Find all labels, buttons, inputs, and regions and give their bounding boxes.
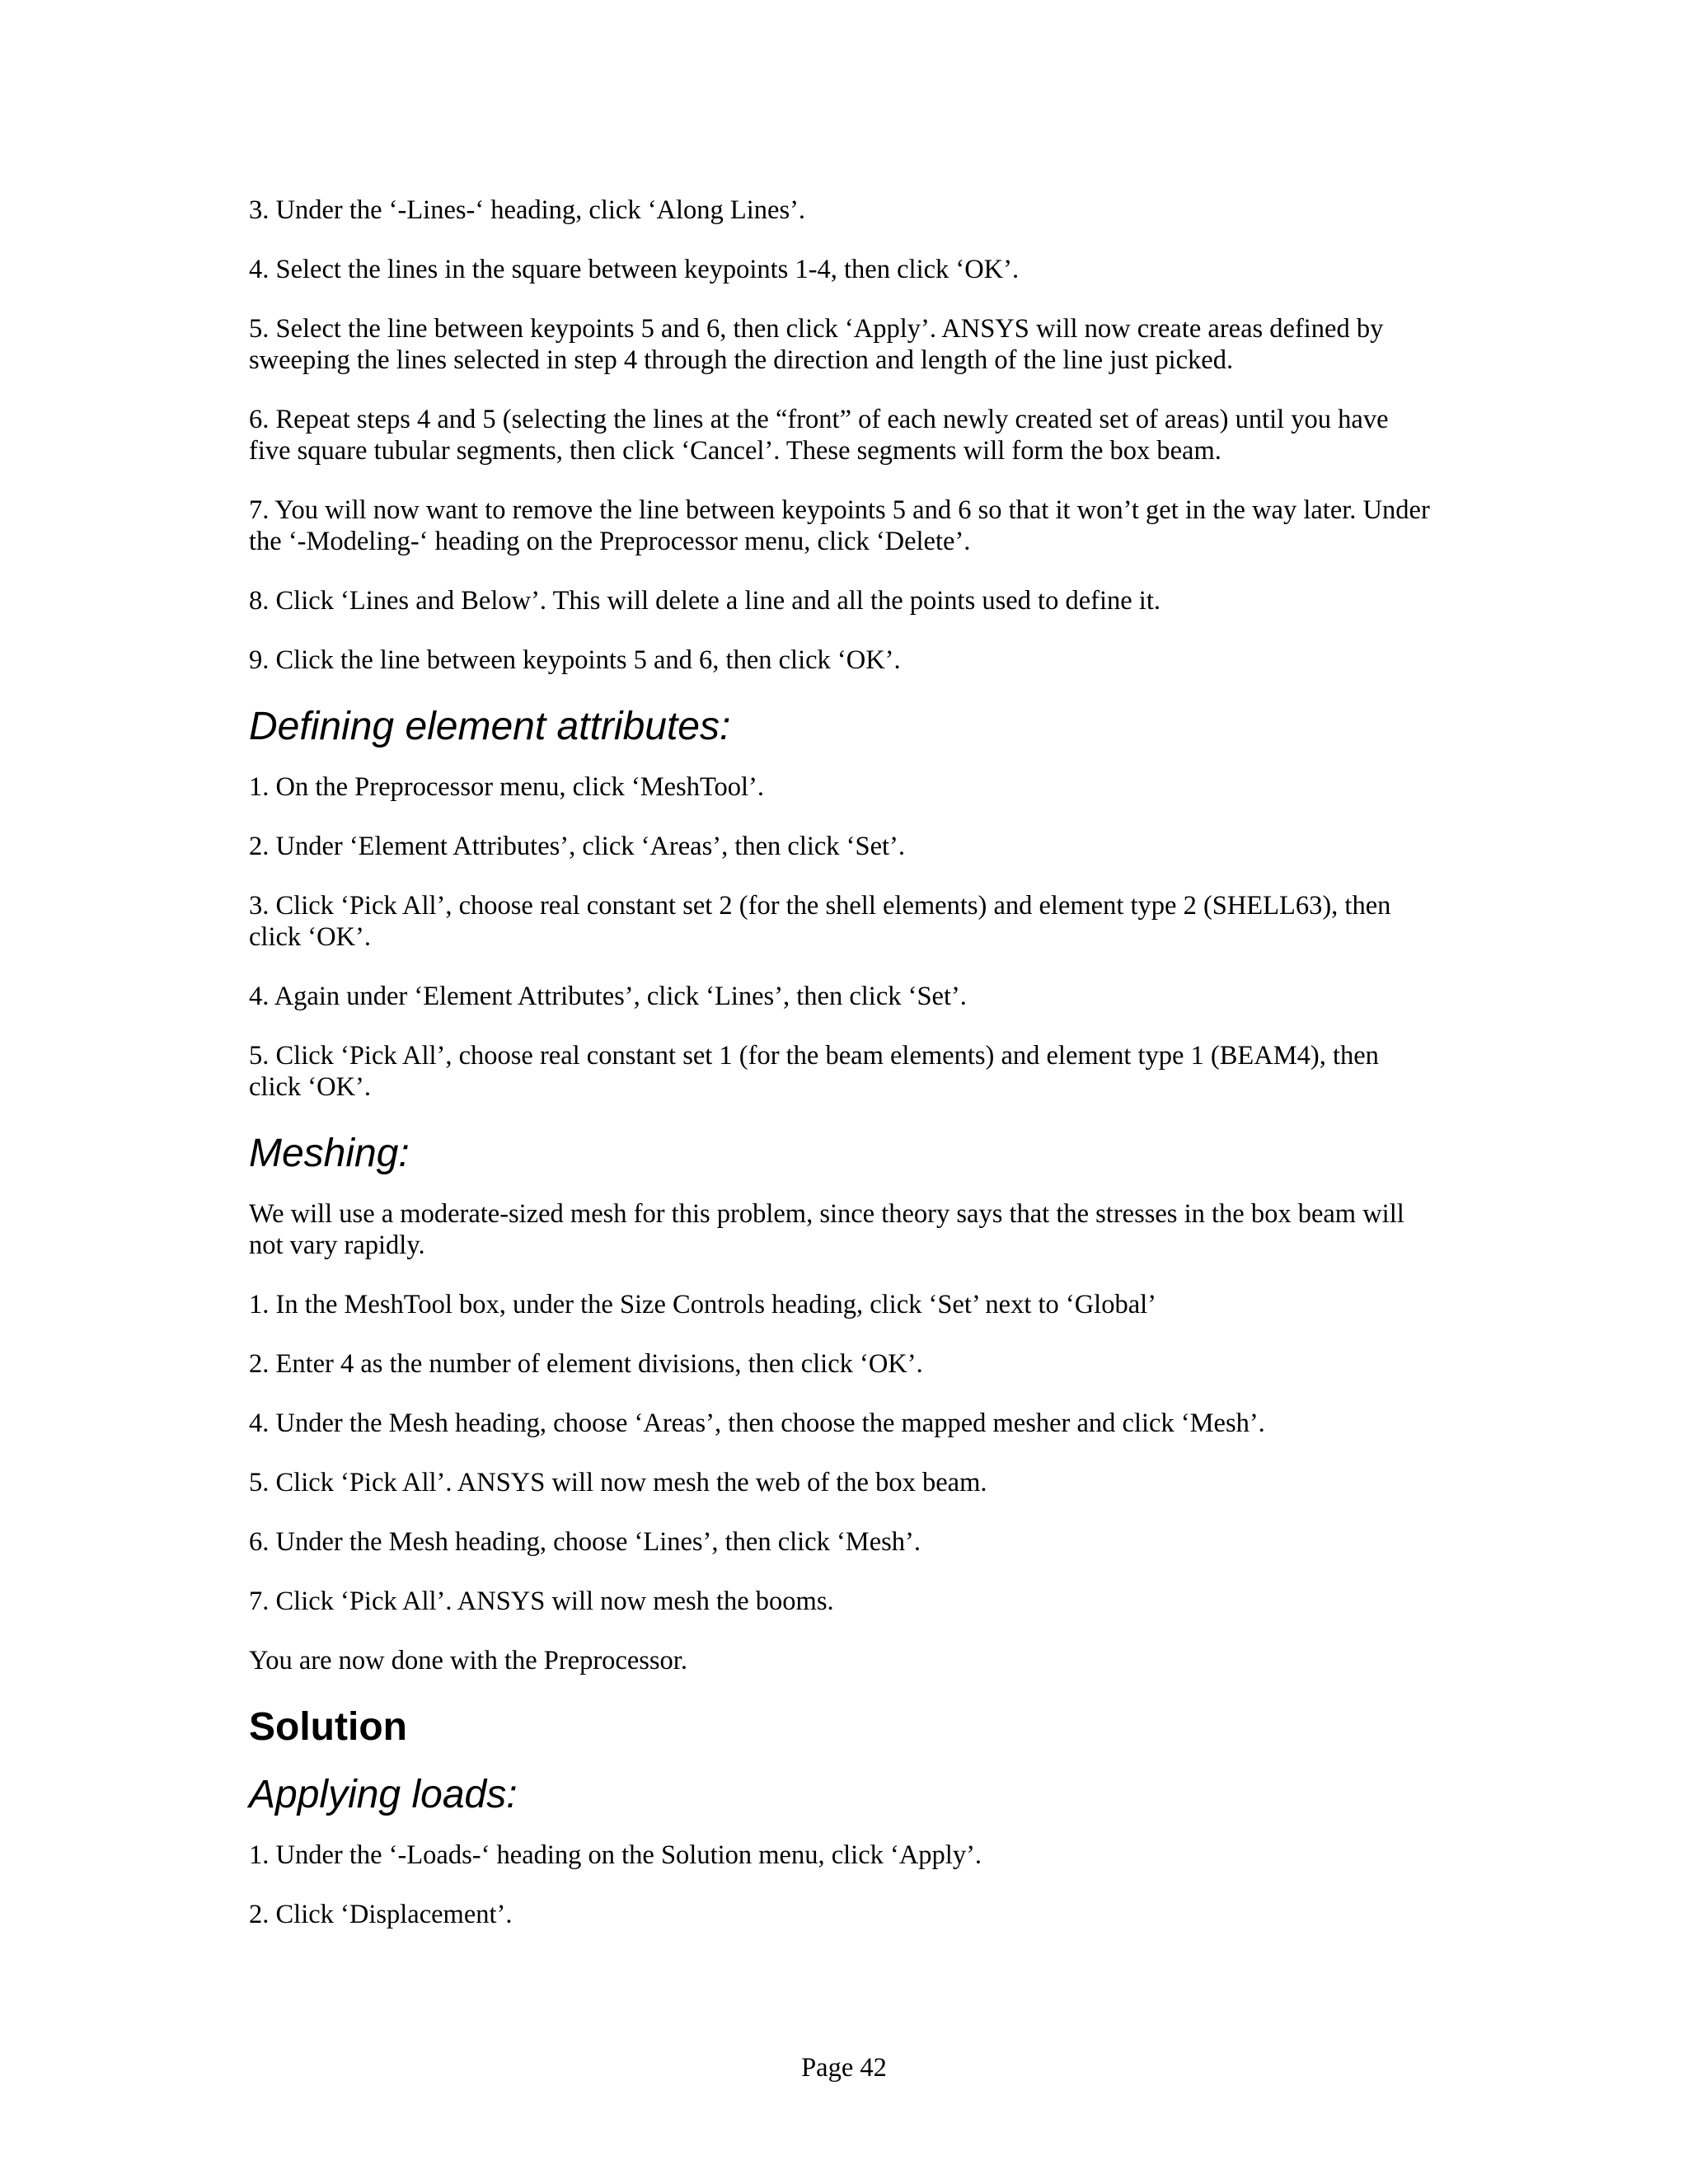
- step-paragraph: 9. Click the line between keypoints 5 and 6, then click ‘OK’.: [249, 645, 901, 675]
- step-paragraph: 4. Under the Mesh heading, choose ‘Areas’, then choose the mapped mesher and click ‘Mesh’.: [249, 1408, 1265, 1438]
- meshing-heading: Meshing:: [249, 1132, 410, 1175]
- page-number: Page 42: [801, 2053, 887, 2083]
- step-paragraph: 5. Select the line between keypoints 5 and 6, then click ‘Apply’. ANSYS will now create areas defined by sweeping the lines selected in step 4 through the direction and length of the line just picked.: [249, 314, 1384, 375]
- step-paragraph: 2. Enter 4 as the number of element divisions, then click ‘OK’.: [249, 1349, 923, 1379]
- meshing-intro: We will use a moderate-sized mesh for this problem, since theory says that the stresses in the box beam will not vary rapidly.: [249, 1199, 1404, 1260]
- step-paragraph: 1. Under the ‘-Loads-‘ heading on the Solution menu, click ‘Apply’.: [249, 1840, 982, 1870]
- step-paragraph: 5. Click ‘Pick All’. ANSYS will now mesh the web of the box beam.: [249, 1468, 987, 1497]
- step-paragraph: 4. Select the lines in the square between keypoints 1-4, then click ‘OK’.: [249, 255, 1020, 284]
- document-body: [249, 194, 1436, 1958]
- step-paragraph: 5. Click ‘Pick All’, choose real constant set 1 (for the beam elements) and element type 1 (BEAM4), then click ‘OK’.: [249, 1041, 1379, 1102]
- step-paragraph: 1. On the Preprocessor menu, click ‘MeshTool’.: [249, 772, 765, 802]
- step-paragraph: 6. Under the Mesh heading, choose ‘Lines’, then click ‘Mesh’.: [249, 1527, 921, 1557]
- step-paragraph: 7. You will now want to remove the line between keypoints 5 and 6 so that it won’t get in the way later. Under the ‘-Modeling-‘ heading on the Preprocessor menu, click ‘Delete’.: [249, 495, 1430, 556]
- meshing-outro: You are now done with the Preprocessor.: [249, 1646, 687, 1675]
- step-paragraph: 6. Repeat steps 4 and 5 (selecting the lines at the “front” of each newly created set of areas) until you have five square tubular segments, then click ‘Cancel’. These segments will form the box beam.: [249, 405, 1389, 466]
- step-paragraph: 8. Click ‘Lines and Below’. This will delete a line and all the points used to define it.: [249, 586, 1160, 616]
- step-paragraph: 3. Under the ‘-Lines-‘ heading, click ‘Along Lines’.: [249, 195, 806, 225]
- attributes-heading: Defining element attributes:: [249, 705, 731, 748]
- solution-heading: Solution: [249, 1705, 407, 1749]
- step-paragraph: 2. Click ‘Displacement’.: [249, 1900, 513, 1929]
- step-paragraph: 2. Under ‘Element Attributes’, click ‘Areas’, then click ‘Set’.: [249, 832, 905, 861]
- step-paragraph: 3. Click ‘Pick All’, choose real constant set 2 (for the shell elements) and element type 2 (SHELL63), then click ‘OK’.: [249, 891, 1391, 952]
- applying-loads-heading: Applying loads:: [249, 1773, 518, 1816]
- step-paragraph: 4. Again under ‘Element Attributes’, click ‘Lines’, then click ‘Set’.: [249, 982, 967, 1011]
- step-paragraph: 7. Click ‘Pick All’. ANSYS will now mesh the booms.: [249, 1586, 834, 1616]
- step-paragraph: 1. In the MeshTool box, under the Size Controls heading, click ‘Set’ next to ‘Global’: [249, 1290, 1156, 1319]
